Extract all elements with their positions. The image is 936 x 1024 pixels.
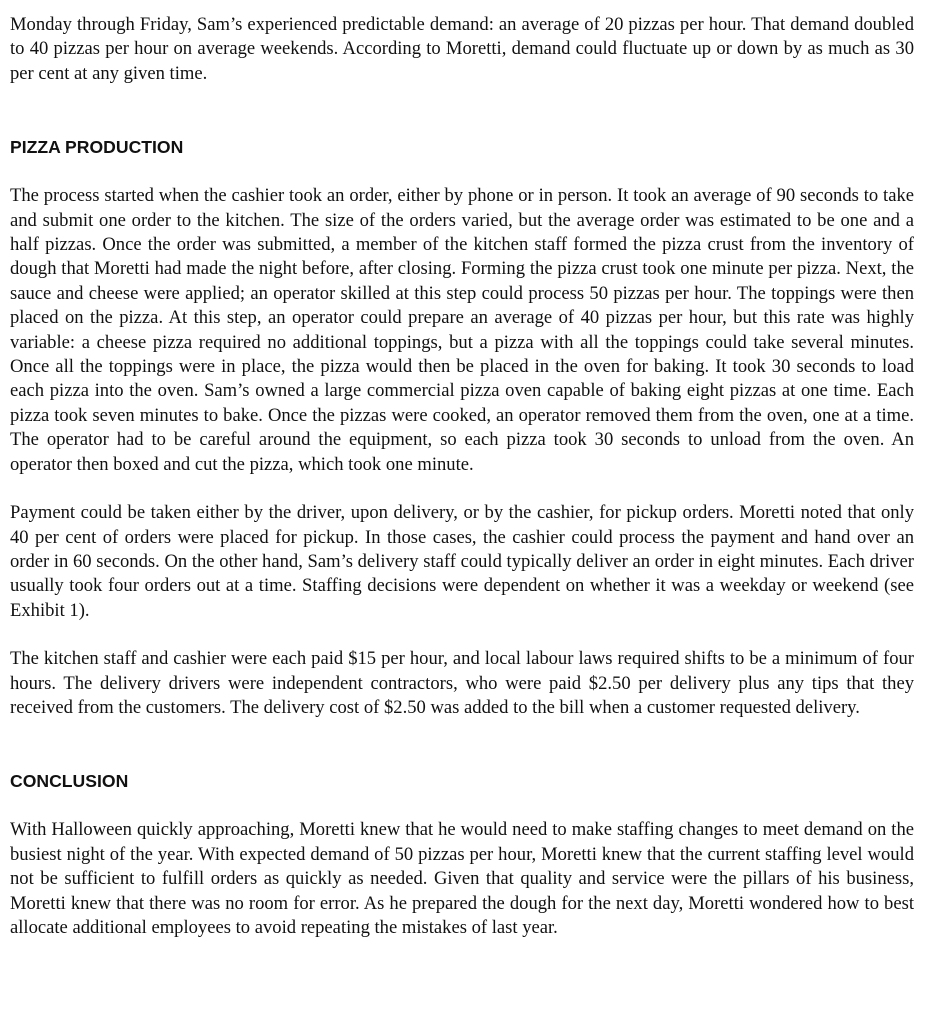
payment-paragraph: Payment could be taken either by the driver, upon delivery, or by the cashier, for pickup orders. Moretti noted that only 40 per cent of orders were placed for pickup. In those cases, the cashier could process the payment and hand over an order in 60 seconds. On the other hand, Sam’s delivery staff could typically deliver an order in eight minutes. Each driver usually took four orders out at a time. Staffing decisions were dependent on whether it was a weekday or weekend (see Exhibit 1). (10, 502, 914, 621)
conclusion-paragraph: With Halloween quickly approaching, Moretti knew that he would need to make staffing changes to meet demand on the busiest night of the year. With expected demand of 50 pizzas per hour, Moretti knew that the current staffing level would not be sufficient to fulfill orders as quickly as needed. Given that quality and service were the pillars of his business, Moretti knew that there was no room for error. As he prepared the dough for the next day, Moretti wondered how to best allocate additional employees to avoid repeating the mistakes of last year. (10, 819, 914, 938)
conclusion-heading: CONCLUSION (10, 771, 129, 792)
pizza-production-heading: PIZZA PRODUCTION (10, 137, 184, 158)
staff-pay-paragraph: The kitchen staff and cashier were each paid $15 per hour, and local labour laws required shifts to be a minimum of four hours. The delivery drivers were independent contractors, who were paid $2.50 per delivery plus any tips that they received from the customers. The delivery cost of $2.50 was added to the bill when a customer requested delivery. (10, 648, 914, 718)
demand-paragraph: Monday through Friday, Sam’s experienced predictable demand: an average of 20 pizzas per hour. That demand doubled to 40 pizzas per hour on average weekends. According to Moretti, demand could fluctuate up or down by as much as 30 per cent at any given time. (10, 14, 914, 84)
document-page (10, 13, 914, 940)
production-process-paragraph: The process started when the cashier took an order, either by phone or in person. It took an average of 90 seconds to take and submit one order to the kitchen. The size of the orders varied, but the average order was estimated to be one and a half pizzas. Once the order was submitted, a member of the kitchen staff formed the pizza crust from the inventory of dough that Moretti had made the night before, after closing. Forming the pizza crust took one minute per pizza. Next, the sauce and cheese were applied; an operator skilled at this step could process 50 pizzas per hour. The toppings were then placed on the pizza. At this step, an operator could prepare an average of 40 pizzas per hour, but this rate was highly variable: a cheese pizza required no additional toppings, but a pizza with all the toppings could take several minutes. Once all the toppings were in place, the pizza would then be placed in the oven for baking. It took 30 seconds to load each pizza into the oven. Sam’s owned a large commercial pizza oven capable of baking eight pizzas at one time. Each pizza took seven minutes to bake. Once the pizzas were cooked, an operator removed them from the oven, one at a time. The operator had to be careful around the equipment, so each pizza took 30 seconds to unload from the oven. An operator then boxed and cut the pizza, which took one minute. (10, 185, 914, 475)
